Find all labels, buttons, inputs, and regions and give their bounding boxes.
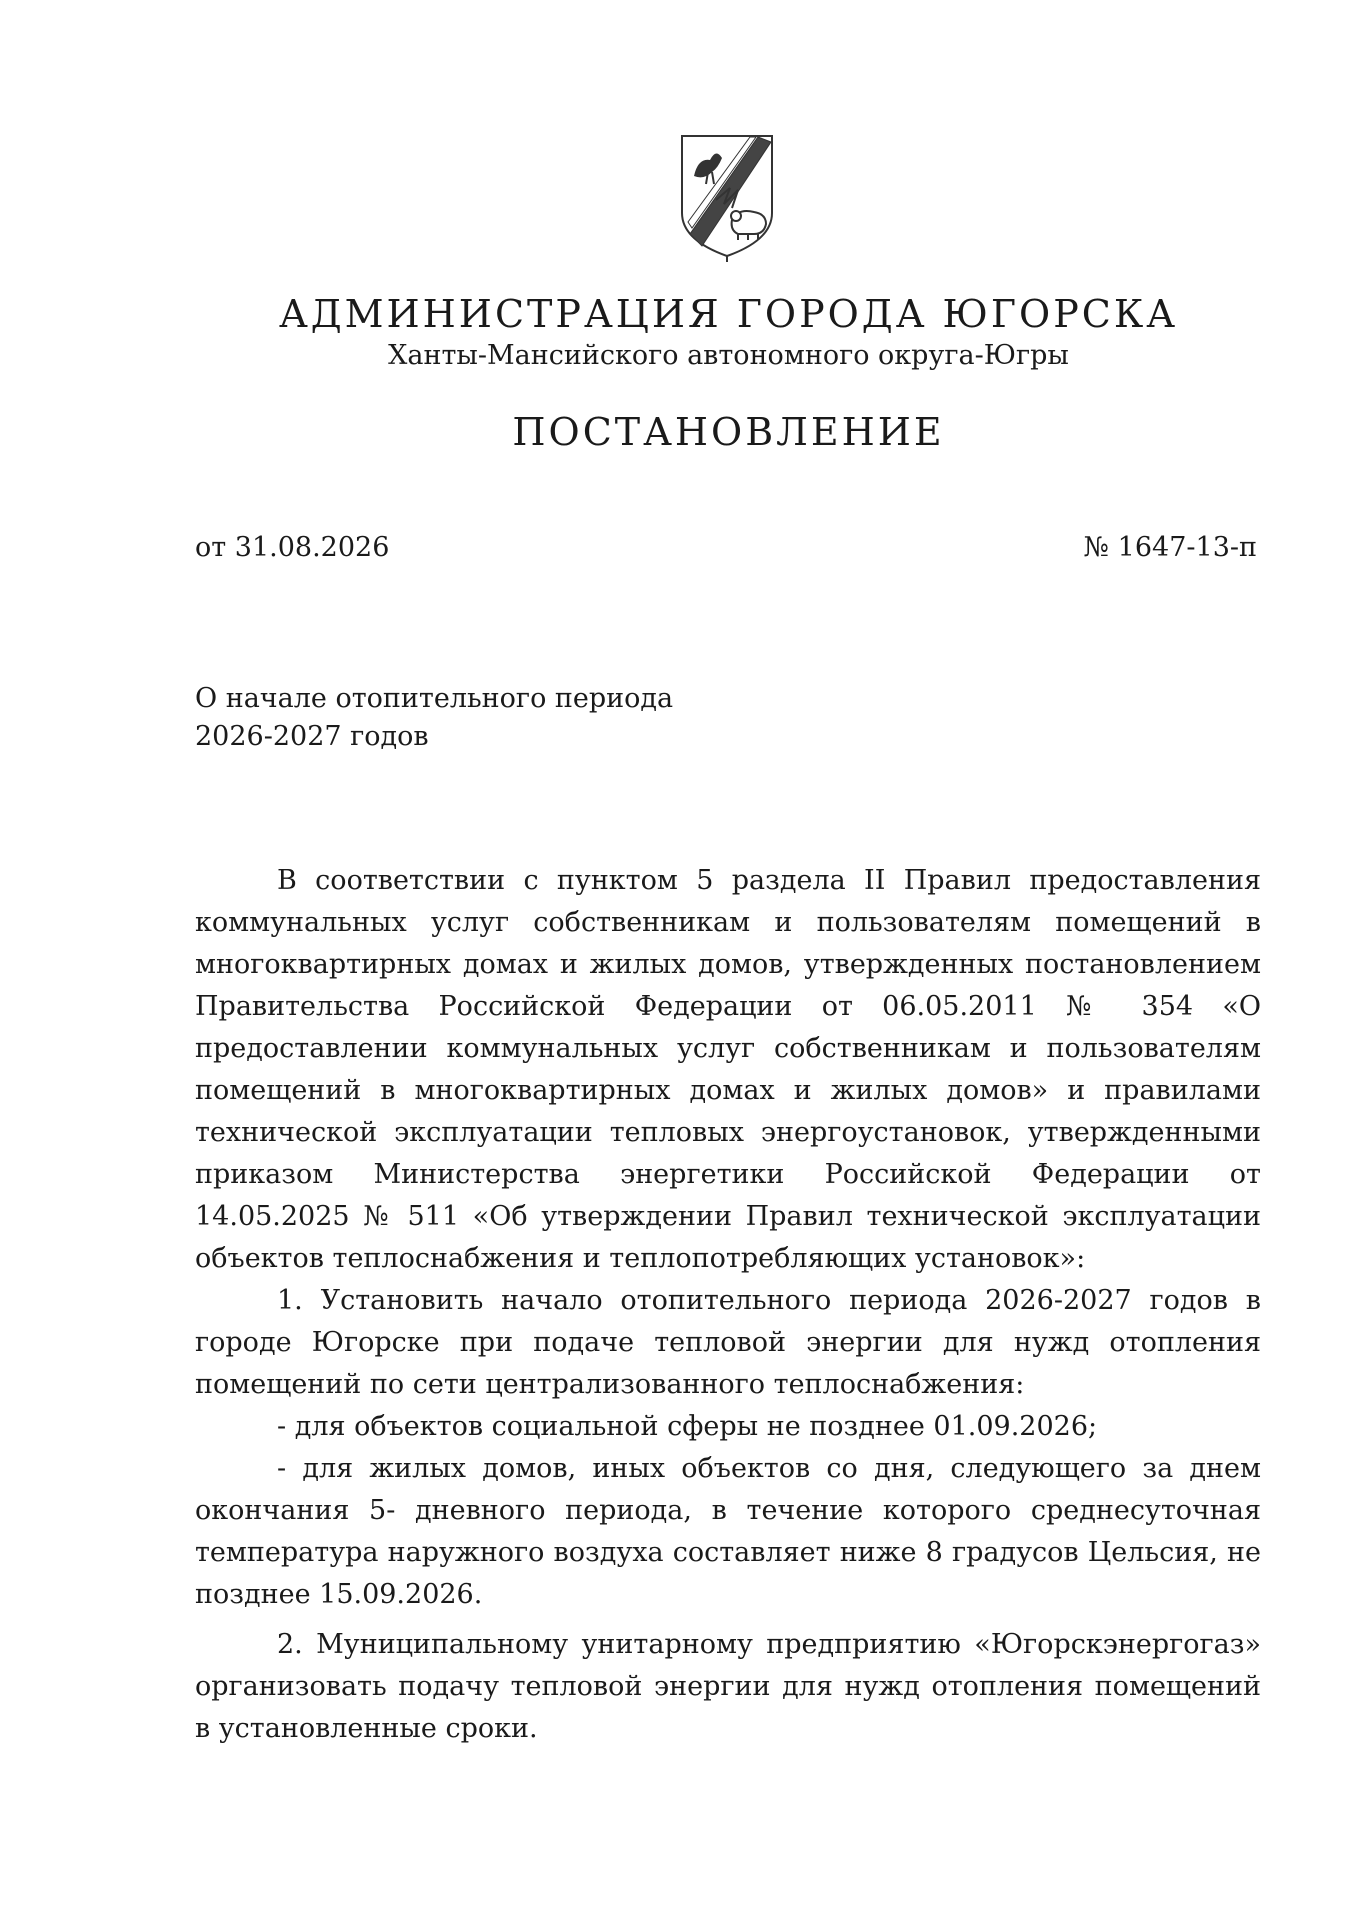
item-1-paragraph: 1. Установить начало отопительного периода 2026-2027 годов в городе Югорске при подаче тепловой энергии для нужд отопления помещений по сети централизованного теплоснабжения: [195, 1285, 1261, 1400]
document-type: ПОСТАНОВЛЕНИЕ [512, 410, 945, 454]
item-1-subitem-b: - для жилых домов, иных объектов со дня, следующего за днем окончания 5- дневного периода, в течение которого среднесуточная температура наружного воздуха составляет ниже 8 градусов Цельсия, не позднее 15.09.2026. [195, 1453, 1261, 1610]
city-coat-of-arms-icon [672, 128, 782, 263]
region-name: Ханты-Мансийского автономного округа-Югры [388, 340, 1069, 371]
document-subject [195, 680, 795, 756]
subject-line: О начале отопительного периода [195, 683, 674, 714]
organization-name: АДМИНИСТРАЦИЯ ГОРОДА ЮГОРСКА [278, 292, 1179, 336]
subject-line: 2026-2027 годов [195, 721, 429, 752]
document-number: № 1647-13-п [1083, 532, 1257, 563]
document-date: от 31.08.2026 [195, 532, 390, 563]
preamble-paragraph: В соответствии с пунктом 5 раздела II Правил предоставления коммунальных услуг собственникам и пользователям помещений в многоквартирных домах и жилых домов, утвержденных постановлением Правительства Российской Федерации от 06.05.2011 № 354 «О предоставлении коммунальных услуг собственникам и пользователям помещений в многоквартирных домах и жилых домов» и правилами технической эксплуатации тепловых энергоустановок, утвержденными приказом Министерства энергетики Российской Федерации от 14.05.2025 № 511 «Об утверждении Правил технической эксплуатации объектов теплоснабжения и теплопотребляющих установок»: [195, 865, 1261, 1274]
item-1-subitem-a: - для объектов социальной сферы не позднее 01.09.2026; [277, 1411, 1098, 1442]
item-2-paragraph: 2. Муниципальному унитарному предприятию «Югорскэнергогаз» организовать подачу тепловой энергии для нужд отопления помещений в установленные сроки. [195, 1629, 1261, 1744]
document-body [195, 860, 1261, 1750]
